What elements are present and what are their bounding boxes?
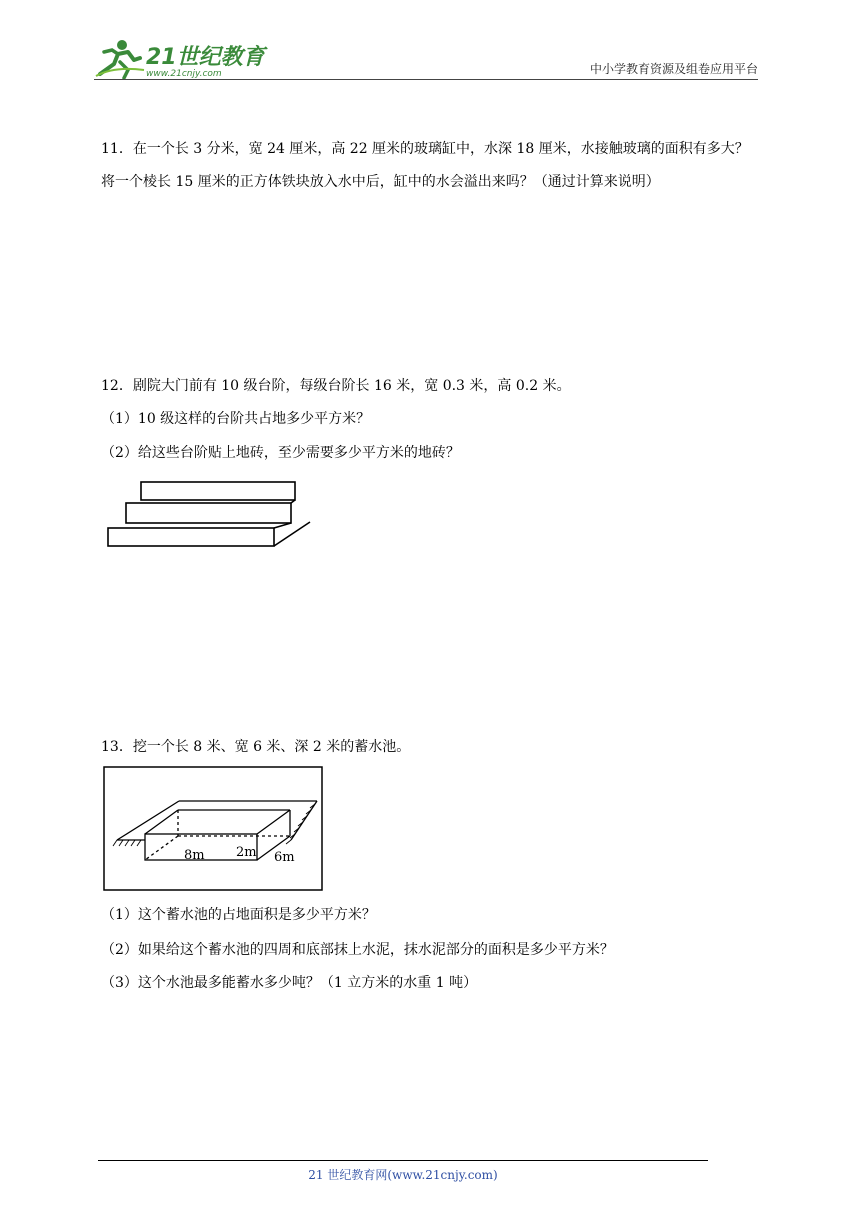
step-bottom xyxy=(108,528,274,546)
stairs-figure xyxy=(104,478,314,550)
footer-divider xyxy=(98,1160,708,1161)
q13-sub3: （3）这个水池最多能蓄水多少吨？（1 立方米的水重 1 吨） xyxy=(101,975,478,991)
logo-title: 21世纪教育 xyxy=(146,45,265,70)
q13-sub1: （1）这个蓄水池的占地面积是多少平方米？ xyxy=(101,907,376,923)
width-label: 6m xyxy=(274,850,295,865)
q12-sub1: （1）10 级这样的台阶共占地多少平方米？ xyxy=(101,411,371,427)
platform-name: 中小学教育资源及组卷应用平台 xyxy=(589,62,758,76)
depth-label: 2m xyxy=(236,845,257,860)
q13-sub2: （2）如果给这个蓄水池的四周和底部抹上水泥，抹水泥部分的面积是多少平方米？ xyxy=(101,942,614,958)
site-logo xyxy=(94,36,274,80)
q13-stem: 13．挖一个长 8 米、宽 6 米、深 2 米的蓄水池。 xyxy=(101,739,411,755)
pool-figure xyxy=(103,766,324,892)
logo-url: www.21cnjy.com xyxy=(146,69,222,79)
step-middle xyxy=(126,503,291,523)
step-top xyxy=(141,482,295,500)
footer-link[interactable]: 21 世纪教育网(www.21cnjy.com) xyxy=(308,1168,498,1182)
header-divider xyxy=(94,79,758,80)
q11-line2: 将一个棱长 15 厘米的正方体铁块放入水中后，缸中的水会溢出来吗？（通过计算来说明） xyxy=(101,174,660,190)
q12-sub2: （2）给这些台阶贴上地砖，至少需要多少平方米的地砖？ xyxy=(101,445,460,461)
runner-icon xyxy=(96,40,144,78)
figure-frame xyxy=(104,767,322,890)
length-label: 8m xyxy=(184,848,205,863)
q12-stem: 12．剧院大门前有 10 级台阶，每级台阶长 16 米，宽 0.3 米，高 0.2 米。 xyxy=(101,378,571,394)
q11-line1: 11．在一个长 3 分米，宽 24 厘米，高 22 厘米的玻璃缸中，水深 18 厘米，水接触玻璃的面积有多大？ xyxy=(101,141,749,157)
